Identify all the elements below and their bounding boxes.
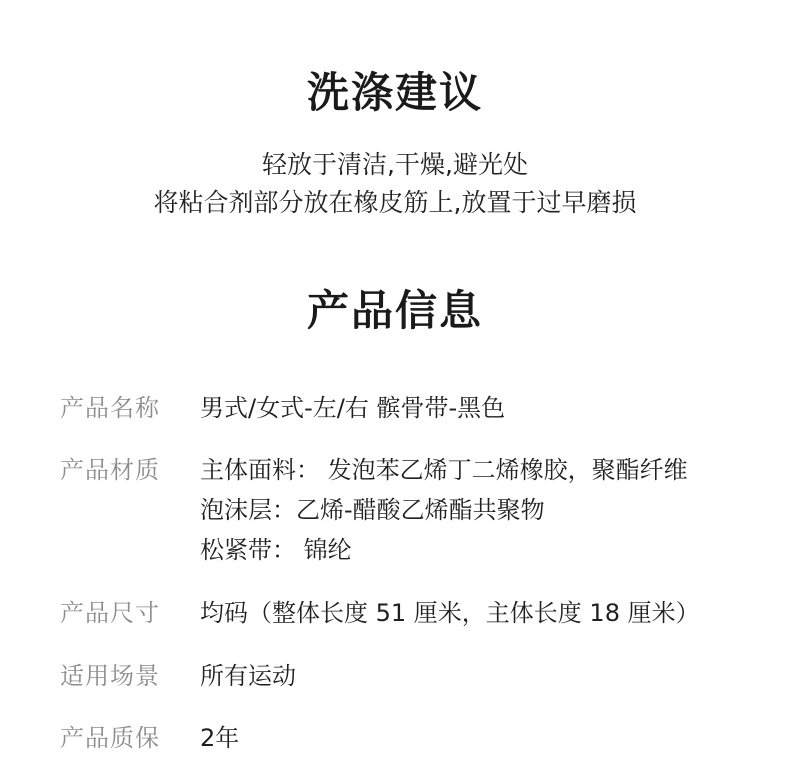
spec-row-product-name (60, 388, 760, 428)
care-line: 轻放于清洁,干燥,避光处 (262, 150, 528, 179)
spec-values (200, 656, 760, 696)
spec-value: 主体面料： 发泡苯乙烯丁二烯橡胶，聚酯纤维 (200, 456, 688, 484)
spec-label: 适用场景 (60, 662, 160, 690)
spec-value: 2年 (200, 724, 240, 752)
care-title: 洗涤建议 (306, 68, 483, 117)
spec-values (200, 450, 760, 570)
spec-label: 产品材质 (60, 456, 160, 484)
spec-values (200, 593, 760, 633)
spec-row-material (60, 450, 760, 570)
spec-values (200, 388, 760, 428)
spec-value: 均码（整体长度 51 厘米，主体长度 18 厘米） (200, 599, 700, 627)
spec-label: 产品名称 (60, 394, 160, 422)
spec-label: 产品尺寸 (60, 599, 160, 627)
care-instructions (0, 146, 790, 222)
spec-values (200, 718, 760, 758)
spec-row-warranty (60, 718, 760, 758)
spec-row-scene (60, 656, 760, 696)
spec-value: 泡沫层：乙烯-醋酸乙烯酯共聚物 (200, 496, 545, 524)
spec-row-size (60, 593, 760, 633)
spec-value: 所有运动 (200, 662, 296, 690)
spec-label: 产品质保 (60, 724, 160, 752)
care-line: 将粘合剂部分放在橡皮筋上,放置于过早磨损 (153, 188, 637, 217)
spec-value: 男式/女式-左/右 髌骨带-黑色 (200, 394, 506, 422)
info-title: 产品信息 (306, 286, 483, 335)
spec-value: 松紧带： 锦纶 (200, 536, 352, 564)
